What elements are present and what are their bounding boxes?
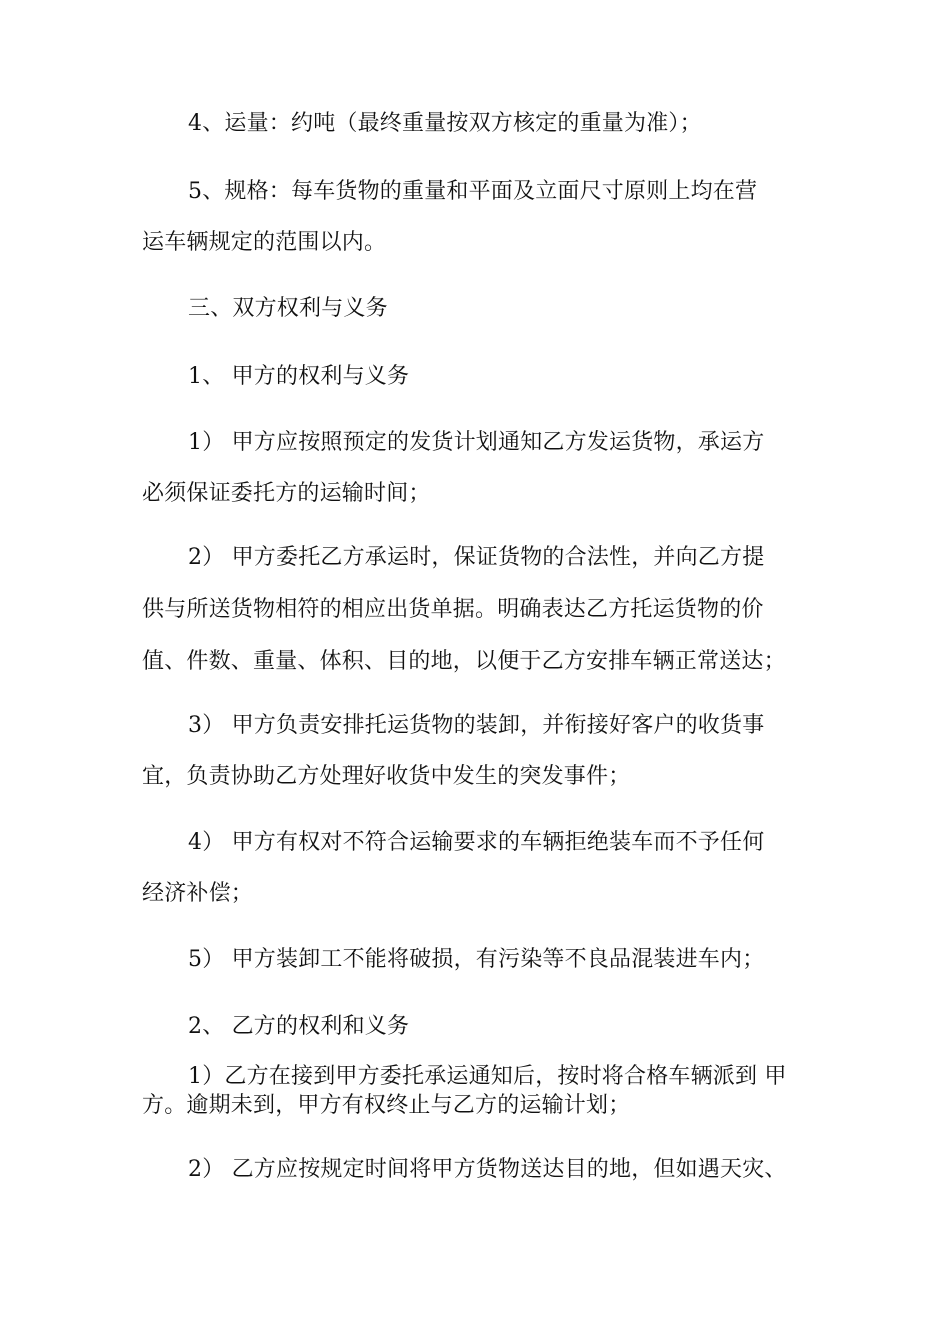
text-line: 1） 甲方应按照预定的发货计划通知乙方发运货物，承运方 [188, 430, 765, 455]
text-line: 3） 甲方负责安排托运货物的装卸，并衔接好客户的收货事 [188, 713, 765, 738]
text-line: 2） 乙方应按规定时间将甲方货物送达目的地，但如遇天灾、 [188, 1157, 787, 1182]
text-line: 5、规格：每车货物的重量和平面及立面尺寸原则上均在营 [188, 179, 758, 204]
subsection-heading: 1、 甲方的权利与义务 [188, 364, 410, 389]
text-line: 方。逾期未到，甲方有权终止与乙方的运输计划； [142, 1093, 631, 1118]
text-line: 4、运量：约吨（最终重量按双方核定的重量为准）； [188, 111, 702, 136]
text-line: 宜，负责协助乙方处理好收货中发生的突发事件； [142, 764, 631, 789]
text-line: 经济补偿； [142, 881, 254, 906]
text-line: 5） 甲方装卸工不能将破损，有污染等不良品混装进车内； [188, 947, 765, 972]
text-line: 1）乙方在接到甲方委托承运通知后，按时将合格车辆派到 甲 [188, 1064, 787, 1089]
text-line: 2） 甲方委托乙方承运时，保证货物的合法性，并向乙方提 [188, 545, 765, 570]
text-line: 必须保证委托方的运输时间； [142, 481, 431, 506]
text-line: 值、件数、重量、体积、目的地，以便于乙方安排车辆正常送达； [142, 649, 786, 674]
text-line: 供与所送货物相符的相应出货单据。明确表达乙方托运货物的价 [142, 597, 764, 622]
text-line: 4） 甲方有权对不符合运输要求的车辆拒绝装车而不予任何 [188, 830, 765, 855]
text-line: 运车辆规定的范围以内。 [142, 230, 387, 255]
section-heading: 三、双方权利与义务 [188, 296, 388, 321]
subsection-heading: 2、 乙方的权利和义务 [188, 1014, 410, 1039]
